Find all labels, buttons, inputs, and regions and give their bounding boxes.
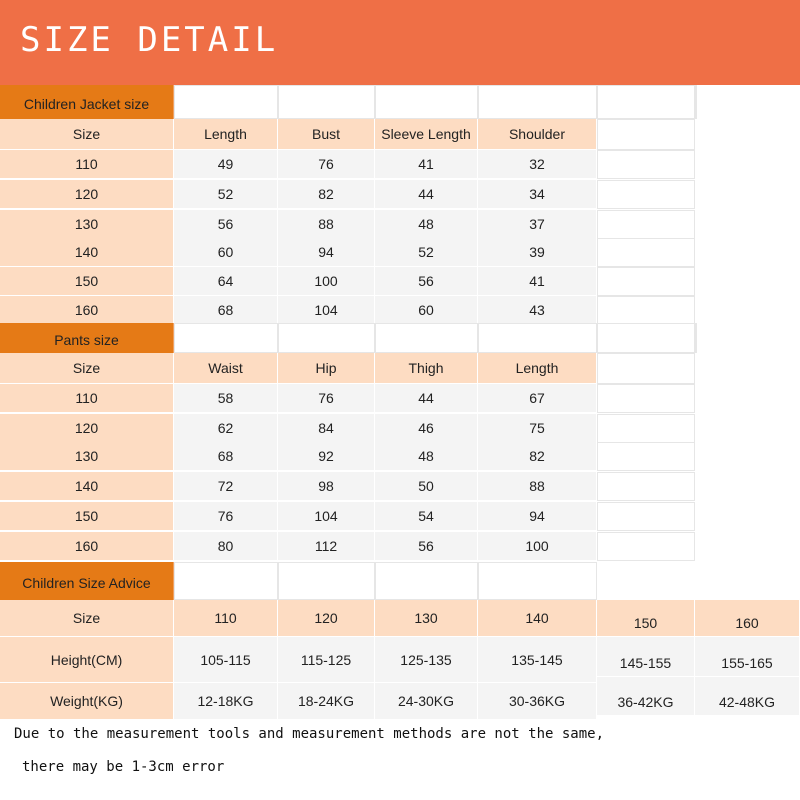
jacket-value-cell: 44: [375, 180, 478, 209]
pants-size-cell: 120: [0, 414, 174, 443]
title-banner: [0, 0, 800, 85]
jacket-value-cell: 76: [278, 150, 375, 179]
jacket-blank-header-cell: [174, 85, 278, 119]
advice-blank-header-cell: [375, 562, 478, 600]
jacket-size-cell: 160: [0, 296, 174, 325]
jacket-blank-header-cell: [278, 85, 375, 119]
jacket-value-cell: 60: [174, 238, 278, 267]
pants-size-cell: 130: [0, 442, 174, 471]
advice-height-cell: 125-135: [375, 637, 478, 683]
jacket-blank-cell: [597, 238, 695, 267]
advice-size-label: Size: [0, 600, 174, 637]
pants-blank-header-cell: [597, 323, 695, 353]
pants-value-cell: 56: [375, 532, 478, 561]
pants-value-cell: 98: [278, 472, 375, 501]
advice-section-header: Children Size Advice: [0, 562, 174, 600]
jacket-blank-cell: [597, 180, 695, 209]
pants-blank-cell: [597, 384, 695, 413]
pants-value-cell: 46: [375, 414, 478, 443]
disclaimer-line-2: there may be 1-3cm error: [22, 759, 225, 775]
jacket-column-header: Shoulder: [478, 119, 597, 150]
pants-blank-header-cell: [478, 323, 597, 353]
jacket-value-cell: 37: [478, 210, 597, 239]
pants-value-cell: 76: [278, 384, 375, 413]
advice-weight-cell: 18-24KG: [278, 683, 375, 720]
jacket-value-cell: 104: [278, 296, 375, 325]
pants-value-cell: 72: [174, 472, 278, 501]
jacket-value-cell: 68: [174, 296, 278, 325]
pants-size-cell: 150: [0, 502, 174, 531]
advice-height-cell: 115-125: [278, 637, 375, 683]
pants-blank-header-cell: [278, 323, 375, 353]
pants-blank-cell: [597, 442, 695, 471]
jacket-column-header: Length: [174, 119, 278, 150]
advice-size-cell: 140: [478, 600, 597, 637]
advice-height-cell: 105-115: [174, 637, 278, 683]
pants-value-cell: 84: [278, 414, 375, 443]
jacket-column-header: Size: [0, 119, 174, 150]
advice-weight-cell: 24-30KG: [375, 683, 478, 720]
advice-size-cell: 130: [375, 600, 478, 637]
pants-value-cell: 76: [174, 502, 278, 531]
advice-weight-cell: 30-36KG: [478, 683, 597, 720]
jacket-blank-cell: [597, 119, 695, 150]
jacket-value-cell: 48: [375, 210, 478, 239]
advice-height-cell: 145-155: [597, 637, 695, 677]
jacket-blank-cell: [597, 210, 695, 239]
advice-blank-header-cell: [174, 562, 278, 600]
jacket-value-cell: 94: [278, 238, 375, 267]
pants-blank-header-cell: [174, 323, 278, 353]
jacket-value-cell: 64: [174, 267, 278, 296]
jacket-blank-cell: [597, 267, 695, 296]
advice-size-cell: 160: [695, 600, 800, 637]
pants-value-cell: 44: [375, 384, 478, 413]
pants-size-cell: 110: [0, 384, 174, 413]
pants-value-cell: 75: [478, 414, 597, 443]
pants-value-cell: 48: [375, 442, 478, 471]
jacket-blank-cell: [597, 150, 695, 179]
pants-value-cell: 58: [174, 384, 278, 413]
jacket-value-cell: 56: [375, 267, 478, 296]
jacket-value-cell: 39: [478, 238, 597, 267]
pants-blank-cell: [597, 353, 695, 384]
pants-value-cell: 80: [174, 532, 278, 561]
jacket-value-cell: 52: [174, 180, 278, 209]
pants-blank-cell: [597, 502, 695, 531]
advice-weight-cell: 42-48KG: [695, 677, 800, 716]
jacket-size-cell: 150: [0, 267, 174, 296]
pants-value-cell: 104: [278, 502, 375, 531]
advice-size-cell: 110: [174, 600, 278, 637]
pants-blank-header-cell: [375, 323, 478, 353]
pants-value-cell: 68: [174, 442, 278, 471]
pants-size-cell: 140: [0, 472, 174, 501]
jacket-blank-header-cell: [478, 85, 597, 119]
advice-height-label: Height(CM): [0, 637, 174, 683]
jacket-column-header: Bust: [278, 119, 375, 150]
jacket-value-cell: 32: [478, 150, 597, 179]
jacket-size-cell: 120: [0, 180, 174, 209]
jacket-value-cell: 82: [278, 180, 375, 209]
jacket-value-cell: 52: [375, 238, 478, 267]
pants-value-cell: 82: [478, 442, 597, 471]
advice-weight-label: Weight(KG): [0, 683, 174, 720]
jacket-value-cell: 100: [278, 267, 375, 296]
pants-value-cell: 67: [478, 384, 597, 413]
pants-column-header: Size: [0, 353, 174, 384]
pants-value-cell: 50: [375, 472, 478, 501]
pants-blank-cell: [597, 532, 695, 561]
jacket-blank-cell: [597, 296, 695, 325]
jacket-value-cell: 49: [174, 150, 278, 179]
jacket-value-cell: 43: [478, 296, 597, 325]
jacket-size-cell: 140: [0, 238, 174, 267]
pants-value-cell: 62: [174, 414, 278, 443]
pants-value-cell: 88: [478, 472, 597, 501]
advice-height-cell: 135-145: [478, 637, 597, 683]
jacket-value-cell: 60: [375, 296, 478, 325]
pants-blank-cell: [597, 414, 695, 443]
pants-value-cell: 100: [478, 532, 597, 561]
jacket-value-cell: 41: [375, 150, 478, 179]
pants-value-cell: 92: [278, 442, 375, 471]
jacket-size-cell: 110: [0, 150, 174, 179]
pants-column-header: Hip: [278, 353, 375, 384]
pants-blank-cell: [597, 472, 695, 501]
jacket-blank-header-cell: [375, 85, 478, 119]
page-title: SIZE DETAIL: [20, 20, 279, 60]
advice-height-cell: 155-165: [695, 637, 800, 677]
pants-column-header: Length: [478, 353, 597, 384]
jacket-value-cell: 56: [174, 210, 278, 239]
pants-column-header: Waist: [174, 353, 278, 384]
advice-weight-cell: 12-18KG: [174, 683, 278, 720]
disclaimer-line-1: Due to the measurement tools and measurement methods are not the same,: [14, 726, 605, 742]
jacket-value-cell: 34: [478, 180, 597, 209]
jacket-value-cell: 88: [278, 210, 375, 239]
pants-section-header: Pants size: [0, 323, 174, 353]
jacket-section-header: Children Jacket size: [0, 85, 174, 119]
advice-size-cell: 150: [597, 600, 695, 637]
pants-blank-header-cell: [695, 323, 697, 353]
jacket-value-cell: 41: [478, 267, 597, 296]
advice-blank-header-cell: [278, 562, 375, 600]
jacket-blank-header-cell: [597, 85, 695, 119]
jacket-column-header: Sleeve Length: [375, 119, 478, 150]
pants-column-header: Thigh: [375, 353, 478, 384]
pants-value-cell: 94: [478, 502, 597, 531]
jacket-size-cell: 130: [0, 210, 174, 239]
advice-blank-header-cell: [478, 562, 597, 600]
pants-size-cell: 160: [0, 532, 174, 561]
jacket-blank-header-cell: [695, 85, 697, 119]
advice-weight-cell: 36-42KG: [597, 677, 695, 716]
pants-value-cell: 112: [278, 532, 375, 561]
advice-size-cell: 120: [278, 600, 375, 637]
pants-value-cell: 54: [375, 502, 478, 531]
